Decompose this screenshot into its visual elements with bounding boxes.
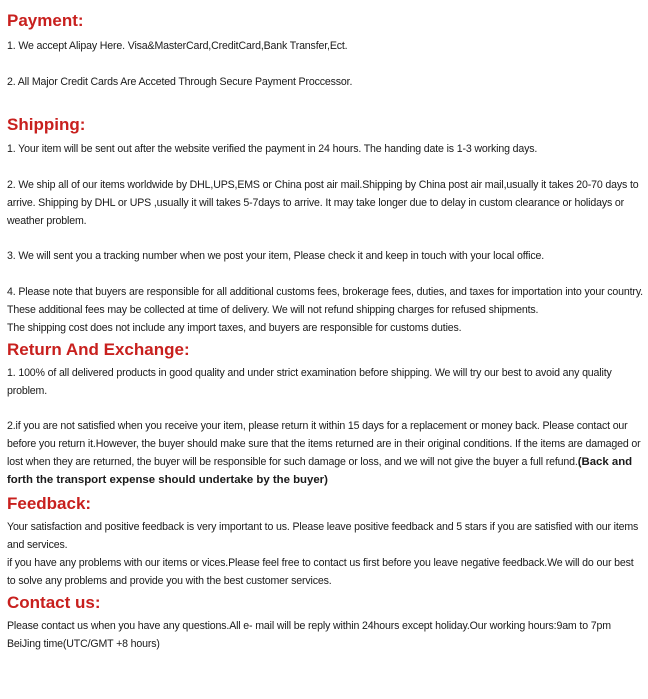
payment-heading: Payment:: [7, 11, 84, 30]
return-item-2: [7, 417, 643, 489]
payment-item-2: 2. All Major Credit Cards Are Acceted Through Secure Payment Proccessor.: [7, 76, 353, 88]
return-item-2-bold-note: (Back and forth the transport expense should undertake by the buyer): [7, 456, 633, 486]
feedback-para-2: if you have any problems with our items or vices.Please feel free to contact us first before you leave negative feedback.We will do our best to solve any problems and provide you with the best customer services.: [7, 557, 634, 587]
payment-item-1: 1. We accept Alipay Here. Visa&MasterCard,CreditCard,Bank Transfer,Ect.: [7, 40, 348, 52]
contact-para: Please contact us when you have any questions.All e- mail will be reply within 24hours except holiday.Our working hours:9am to 7pm BeiJing time(UTC/GMT +8 hours): [7, 620, 611, 650]
shipping-item-1: 1. Your item will be sent out after the website verified the payment in 24 hours. The handing date is 1-3 working days.: [7, 143, 538, 155]
shipping-heading: Shipping:: [7, 115, 86, 134]
shipping-item-3: 3. We will sent you a tracking number when we post your item, Please check it and keep in touch with your local office.: [7, 250, 545, 262]
feedback-para-1: Your satisfaction and positive feedback is very important to us. Please leave positive feedback and 5 stars if you are satisfied with our items and services.: [7, 521, 639, 551]
contact-heading: Contact us:: [7, 593, 101, 612]
return-exchange-heading: Return And Exchange:: [7, 340, 190, 359]
shipping-item-2: 2. We ship all of our items worldwide by DHL,UPS,EMS or China post air mail.Shipping by China post air mail,usually it takes 20-70 days to arrive. Shipping by DHL or UPS ,usually it will takes 5-7days to arrive. It may take longer due to delay in custom clearance or holidays or weather problem.: [7, 179, 639, 227]
shipping-item-4: 4. Please note that buyers are responsible for all additional customs fees, brokerage fees, duties, and taxes for importation into your country. These additional fees may be collected at time of delivery. We will not refund shipping charges for refused shipments.: [7, 286, 643, 316]
feedback-heading: Feedback:: [7, 494, 92, 513]
return-item-2-text: 2.if you are not satisfied when you receive your item, please return it within 15 days for a replacement or money back. Please contact our before you return it.However, the buyer should make sure that the items returned are in their original conditions. If the items are damaged or lost when they are returned, the buyer will be responsible for such damage or loss, and we will not give the buyer a full refund.: [7, 420, 641, 468]
shipping-item-4-note: The shipping cost does not include any import taxes, and buyers are responsible for customs duties.: [7, 322, 462, 334]
return-item-1: 1. 100% of all delivered products in good quality and under strict examination before shipping. We will try our best to avoid any quality problem.: [7, 367, 612, 397]
